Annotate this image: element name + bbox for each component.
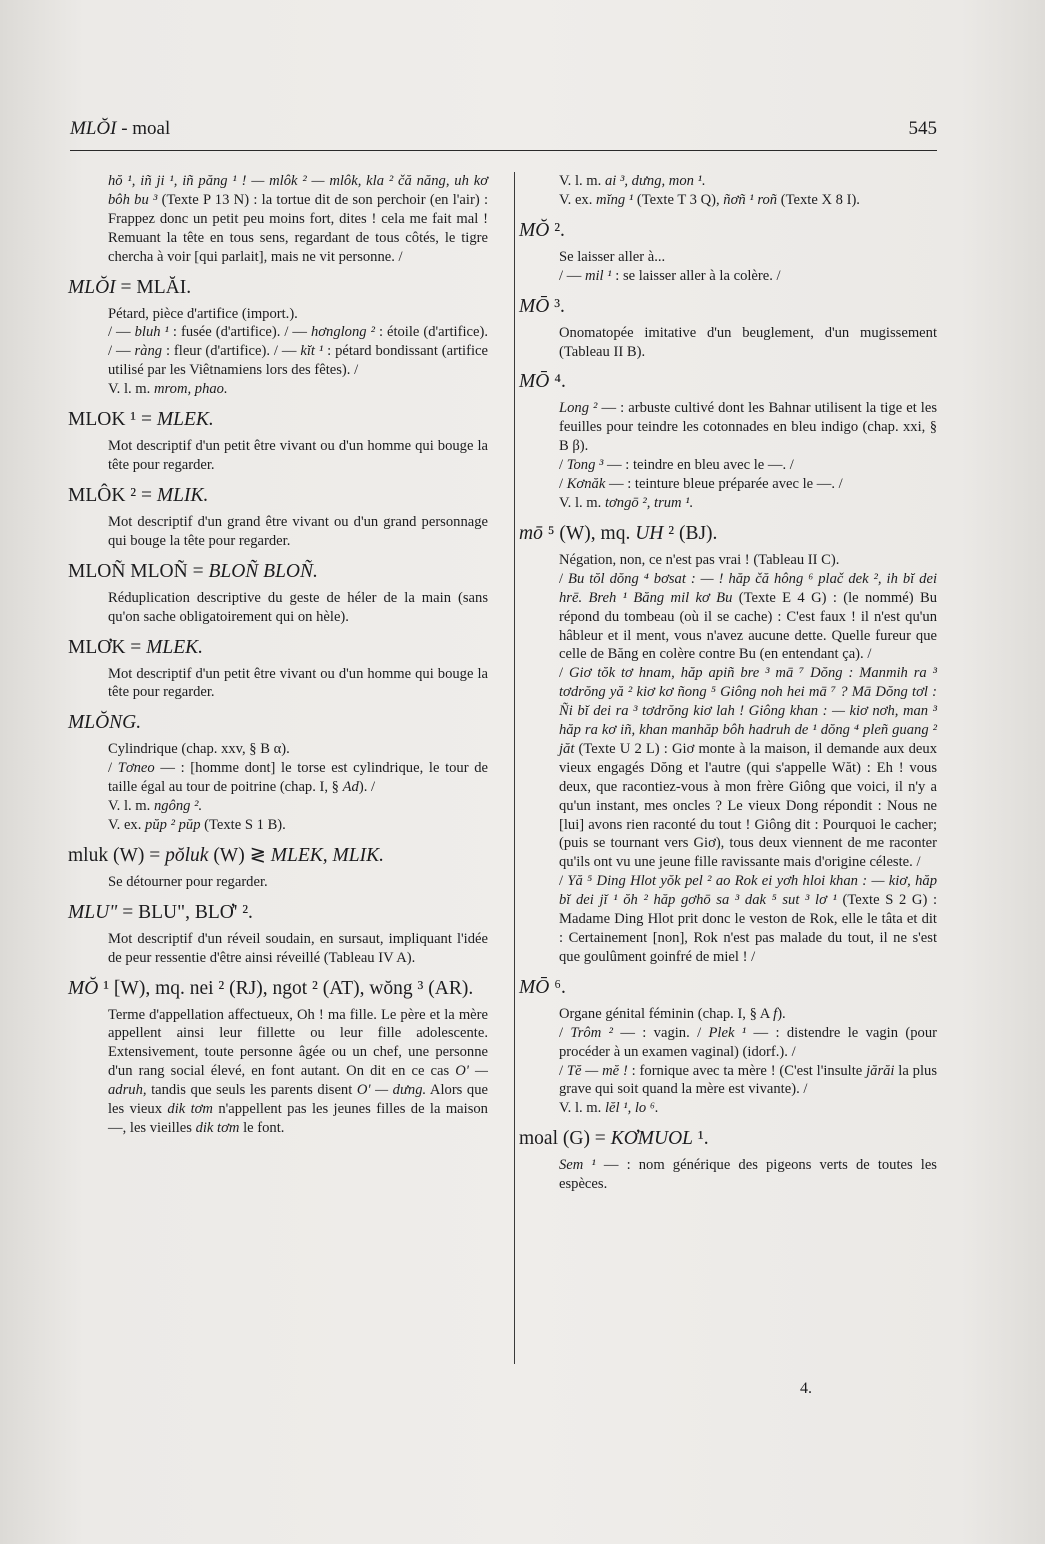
definition-line: Se laisser aller à... xyxy=(559,248,666,265)
entry-mlu xyxy=(68,900,488,968)
definition xyxy=(108,740,488,835)
right-column xyxy=(519,172,938,1202)
entry-mloi xyxy=(68,275,488,400)
homonym-number: ¹. xyxy=(693,1128,709,1150)
text: : étoile (d'artifice). / — xyxy=(108,324,488,360)
entry-mlok-1 xyxy=(68,407,488,475)
text: / xyxy=(108,760,118,777)
text: (Texte X 8 I). xyxy=(777,191,860,208)
term: ràng xyxy=(134,343,163,360)
text: V. l. m. xyxy=(559,173,605,189)
derivatives-line xyxy=(559,267,937,286)
text: V. ex. xyxy=(559,191,597,208)
headword-variant: MLEK. xyxy=(146,636,204,658)
text: : fusée (d'artifice). / — xyxy=(168,324,311,341)
definition xyxy=(108,1006,488,1138)
headword xyxy=(68,559,488,585)
headword-main: MLU" xyxy=(68,901,118,923)
term: Plek ¹ xyxy=(708,1024,747,1041)
entry-mo-6 xyxy=(519,975,937,1118)
headword xyxy=(68,483,488,509)
headword-main: MLŎI xyxy=(68,276,116,298)
text: (Texte S 1 B). xyxy=(200,816,286,833)
text: / — xyxy=(108,324,135,341)
first-headword: MLŎI xyxy=(70,118,117,139)
headword xyxy=(519,369,937,395)
derivatives-line xyxy=(559,1062,937,1100)
derivatives-line xyxy=(559,456,937,475)
text: ). xyxy=(777,1005,786,1022)
headword xyxy=(68,900,488,926)
derivatives-line xyxy=(108,323,488,380)
continued-entry xyxy=(108,172,488,267)
continued-entry xyxy=(559,172,937,210)
text: — : teindre en bleu avec le —. / xyxy=(603,457,794,474)
definition-line xyxy=(559,399,937,456)
example-text: Bu tŏl dŏng ⁴ bơsat : — ! hăp čă hông ⁶ plač dek ², ih bĭ dei hrē. Breh ¹ Băng mil kơ Bu xyxy=(559,570,938,606)
headword-variant: BLOÑ BLOÑ. xyxy=(208,560,318,582)
running-headwords xyxy=(70,118,170,140)
text: — : arbuste cultivé dont les Bahnar utilisent la tige et les feuilles pour teindre les cotonnades en bleu indigo (chap. xxi, § B β). xyxy=(559,400,938,455)
definition xyxy=(108,305,488,400)
term: Tơneo xyxy=(117,760,155,777)
derivatives-line xyxy=(559,475,937,494)
headword-main: MŌ xyxy=(519,371,550,393)
headword-main: MLŎNG. xyxy=(68,712,142,734)
term: jărăi xyxy=(866,1062,895,1079)
headword-variant: = BLU", BLƠ' ². xyxy=(117,901,253,923)
text: le font. xyxy=(239,1120,285,1136)
example-paragraph xyxy=(559,664,937,872)
headword-main: mluk (W) = xyxy=(68,844,166,866)
headword xyxy=(68,407,488,433)
translation-text: (Texte S 2 G) : Madame Ding Hlot prit donc le veston de Rok, elle le tâta et dit : Certainement [non], Rok n'est pas malade du tout, il ne s'est que goulûment goinfré de miel ! / xyxy=(559,892,938,965)
term: bluh ¹ xyxy=(134,324,169,341)
headword-main: MLƠK = xyxy=(68,636,147,658)
headword-variant: ¹ [W), mq. nei ² (RJ), ngot ² (AT), wŏng ³ (AR). xyxy=(98,977,474,999)
headword-main: MŎ xyxy=(519,219,550,241)
see-also-line xyxy=(559,1099,937,1118)
text: / xyxy=(559,570,569,587)
text: / xyxy=(559,476,567,493)
text: / xyxy=(559,457,567,474)
left-column xyxy=(68,172,489,1146)
text: : se laisser aller à la colère. / xyxy=(611,267,781,284)
headword-variant: = MLĂI. xyxy=(115,276,192,298)
term: Ad xyxy=(342,779,359,796)
translation-text: (Texte U 2 L) : Giơ monte à la maison, il demande aux deux vieux engagés Dŏng et l'autre (qui s'appelle Wăt) : Eh ! vous deux, que racontiez-vous à mon frère Giông que voici, il n'y a qu'un instant, mes oncles ? Le vieux Dong répondit : Nous ne [lui] avons rien raconté du tout ! Giông dit : Pourquoi le cacher; (puis se tournant vers Giơ), tous deux viennent de me raconter qu'ils ont vu une jeune fille ravissante mais d'origine céleste. / xyxy=(559,740,937,871)
term: dik tơm xyxy=(195,1120,240,1136)
text: : fleur (d'artifice). / — xyxy=(162,343,301,360)
term: ai ³, dưng, mon ¹. xyxy=(604,173,706,189)
text: / — xyxy=(559,267,585,284)
text: — : nom générique des pigeons verts de toutes les espèces. xyxy=(559,1157,937,1193)
headword-variant: MLEK, MLIK. xyxy=(270,844,385,866)
headword xyxy=(519,218,937,244)
text: ² (BJ). xyxy=(663,522,718,544)
definition xyxy=(108,930,488,968)
entry-mlok-3 xyxy=(68,635,488,703)
example-ref-line xyxy=(559,191,937,210)
text: — : vagin. / xyxy=(612,1024,709,1041)
page-number: 545 xyxy=(908,118,937,139)
derivatives-line xyxy=(559,1024,937,1062)
text: V. l. m. xyxy=(108,798,154,815)
headword xyxy=(519,1126,937,1152)
headword xyxy=(68,843,488,869)
headword xyxy=(68,275,488,301)
text: tandis que seuls les parents disent xyxy=(146,1082,357,1099)
example-paragraph xyxy=(559,872,937,967)
definition-line xyxy=(559,1005,937,1024)
definition xyxy=(108,589,488,627)
entry-mo-2 xyxy=(519,218,937,286)
definition-paragraph xyxy=(108,1006,488,1138)
term: ngông ². xyxy=(153,798,203,815)
term: Long ² xyxy=(559,400,598,417)
derivatives-line xyxy=(108,759,488,797)
term: pŭp ² pŭp xyxy=(145,816,201,833)
text: Alors que les vieux xyxy=(108,1082,488,1118)
definition xyxy=(559,399,937,512)
headword-main: mō xyxy=(519,522,543,544)
headword-main: MŌ xyxy=(519,295,550,317)
definition-line: Réduplication descriptive du geste de héler de la main (sans qu'on sache obligatoirement qui on hèle). xyxy=(108,589,488,625)
last-headword: - moal xyxy=(116,118,171,139)
entry-mo-3 xyxy=(519,294,937,362)
term: hơnglong ² xyxy=(310,324,375,341)
term: Kơnăk xyxy=(566,476,606,493)
definition xyxy=(108,513,488,551)
example-paragraph xyxy=(559,570,937,665)
text: n'appellent pas les jeunes filles de la maison —, les vieilles xyxy=(108,1101,488,1136)
text: — : [homme dont] le torse est cylindrique, le tour de taille égal au tour de poitrine (chap. I, § xyxy=(108,760,489,796)
term: Tong ³ xyxy=(566,457,604,474)
definition xyxy=(559,551,937,967)
headword-main: MLÔK ² = xyxy=(68,484,157,506)
definition-line: Cylindrique (chap. xxv, § B α). xyxy=(108,741,290,758)
definition-line: Onomatopée imitative d'un beuglement, d'un mugissement (Tableau II B). xyxy=(559,324,937,360)
text: V. l. m. xyxy=(108,381,154,398)
term: Sem ¹ xyxy=(559,1157,596,1174)
term: Tĕ — mĕ ! xyxy=(566,1062,628,1079)
text: V. ex. xyxy=(108,816,146,833)
term: kĭt ¹ xyxy=(300,343,324,360)
headword-variant: KƠMUOL xyxy=(610,1128,694,1150)
headword-variant: MLIK. xyxy=(156,484,209,506)
definition xyxy=(559,1156,937,1194)
entry-mlong xyxy=(68,710,489,835)
homonym-number: ⁶. xyxy=(549,976,566,998)
running-head xyxy=(70,118,937,151)
text: ⁵ (W), mq. xyxy=(542,522,636,544)
text: / xyxy=(559,1062,567,1079)
headword-variant: MLEK. xyxy=(156,409,214,431)
example-ref-line xyxy=(108,816,488,835)
example-text: hŏ ¹, iñ ji ¹, iñ păng ¹ ! — mlôk ² — mlôk, kla ² čă năng, uh kơ bôh bu ³ xyxy=(108,173,488,208)
headword xyxy=(68,976,488,1002)
text: : fornique avec ta mère ! (C'est l'insulte xyxy=(627,1062,867,1079)
text: la plus grave qui soit quand la mère est vivante). / xyxy=(559,1062,937,1098)
homonym-number: ². xyxy=(549,219,565,241)
text: : pétard bondissant (artifice utilisé par les Viêtnamiens lors des fêtes). / xyxy=(108,343,488,379)
headword xyxy=(68,635,488,661)
text: (W) ≷ xyxy=(208,844,271,866)
headword-main: MLOÑ MLOÑ = xyxy=(68,560,209,582)
definition-line: Mot descriptif d'un grand être vivant ou d'un grand personnage qui bouge la tête pour regarder. xyxy=(108,513,488,549)
see-also-line xyxy=(108,380,488,399)
definition-line: Pétard, pièce d'artifice (import.). xyxy=(108,305,298,322)
definition xyxy=(559,1005,937,1118)
term: mil ¹ xyxy=(584,267,612,284)
signature-mark: 4. xyxy=(800,1380,812,1397)
entry-mluk xyxy=(68,843,488,892)
text: — : teinture bleue préparée avec le —. / xyxy=(605,476,843,493)
text: V. l. m. xyxy=(559,494,605,511)
definition xyxy=(108,665,488,703)
term: dik tơm xyxy=(167,1101,213,1118)
term: ñơñ ¹ roñ xyxy=(723,191,778,208)
column-divider xyxy=(514,172,515,1364)
definition-line: Négation, non, ce n'est pas vrai ! (Tableau II C). xyxy=(559,551,840,568)
definition xyxy=(108,873,488,892)
see-also-line xyxy=(559,172,937,191)
term: O' — adruh, xyxy=(108,1063,488,1099)
text: / xyxy=(559,1024,571,1041)
definition xyxy=(559,324,937,362)
headword-main: moal (G) = xyxy=(519,1128,611,1150)
see-also-line xyxy=(108,797,488,816)
derivatives-line xyxy=(559,1156,937,1194)
text: V. l. m. xyxy=(559,1100,605,1117)
homonym-number: ³. xyxy=(549,295,565,317)
example-text: Giơ tŏk tơ hnam, hăp apiñ bre ³ mā ⁷ Dŏng : Manmih ra ³ tơdrŏng yă ² kiơ kơ ñong ⁵ Giông noh hei mā ⁷ ? Mā Dŏng tơl : Ñi bĭ dei ra ³ tơdrŏng kiơ lah ! Giông khan : — kiơ nơh, man ³ hăp ra kơ iñ, khan manhăp bôh hadruh de ¹ dŏng ⁴ pleñ guang ² jăt xyxy=(559,665,938,757)
term: mrom, phao. xyxy=(153,381,228,398)
term: Trôm ² xyxy=(570,1024,613,1041)
definition-line: Mot descriptif d'un petit être vivant ou d'un homme qui bouge la tête pour regarder. xyxy=(108,438,488,473)
term: f xyxy=(773,1005,778,1022)
entry-mo-4 xyxy=(519,369,938,512)
headword-main: MLOK ¹ = xyxy=(68,409,157,431)
entry-mlon-mlon xyxy=(68,559,488,627)
term: lĕl ¹, lo ⁶. xyxy=(604,1100,659,1117)
definition-line: Se détourner pour regarder. xyxy=(108,873,268,890)
example-text: Yă ⁵ Ding Hlot yŏk pel ² ao Rok ei yơh hloi khan : — kiơ, hăp bĭ dei jĭ ¹ ŏh ² hăp gơhō sa ³ dak ⁵ sut ³ lơ ¹ xyxy=(559,873,937,909)
headword-variant: pŏluk xyxy=(165,844,209,866)
headword-main: MŌ xyxy=(519,976,550,998)
entry-mlok-2 xyxy=(68,483,488,551)
text: — : distendre le vagin (pour procéder à un examen vaginal) (idorf.). / xyxy=(559,1024,937,1060)
term: O' — dưng. xyxy=(356,1082,427,1099)
translation-text: (Texte E 4 G) : (le nommé) Bu répond du tombeau (où il se cache) : C'est faux ! il n'est qu'un hâbleur et il ment, vous n'avez aucune dette. Quelle fureur que celle de Băng en colère contre Bu (en entendant ça). / xyxy=(559,589,937,663)
definition xyxy=(108,437,488,475)
definition-line: Mot descriptif d'un petit être vivant ou d'un homme qui bouge la tête pour regarder. xyxy=(108,665,488,701)
text: (Texte T 3 Q), xyxy=(633,191,724,208)
headword-variant: UH xyxy=(635,522,664,544)
entry-moal xyxy=(519,1126,937,1194)
headword xyxy=(519,521,937,547)
headword xyxy=(519,294,937,320)
see-also-line xyxy=(559,494,937,513)
headword-main: MŎ xyxy=(68,977,99,999)
homonym-number: ⁴. xyxy=(549,371,566,393)
text: Terme d'appellation affectueux, Oh ! ma fille. Le père et la mère appellent ainsi leur fillette ou leur fille adolescente. Extensivement, toute personne âgée ou un chef, une personne d'un rang social élevé, en font autant. On dit en ce cas xyxy=(108,1006,488,1080)
text: Organe génital féminin (chap. I, § A xyxy=(559,1005,774,1022)
definition-line: Mot descriptif d'un réveil soudain, en sursaut, impliquant l'idée de peur ressentie d'être ainsi réveillé (Tableau IV A). xyxy=(108,930,488,966)
headword xyxy=(519,975,937,1001)
headword xyxy=(68,710,488,736)
term: mĭng ¹ xyxy=(596,191,634,208)
entry-mo-5 xyxy=(519,521,938,967)
entry-mo-1 xyxy=(68,976,488,1138)
text: ). / xyxy=(358,779,376,796)
definition xyxy=(559,248,937,286)
translation-text: (Texte P 13 N) : la tortue dit de son perchoir (en l'air) : Frappez donc un petit peu moins fort, dites ! cela me fait mal ! Remuant la tête en tous sens, regardant de tous côtés, le tigre chercha à voir [qui parlait], mais ne vit personne. / xyxy=(108,191,488,265)
term: tơngō ², trum ¹. xyxy=(604,494,694,511)
text: / xyxy=(559,665,569,682)
text: / xyxy=(559,873,568,890)
